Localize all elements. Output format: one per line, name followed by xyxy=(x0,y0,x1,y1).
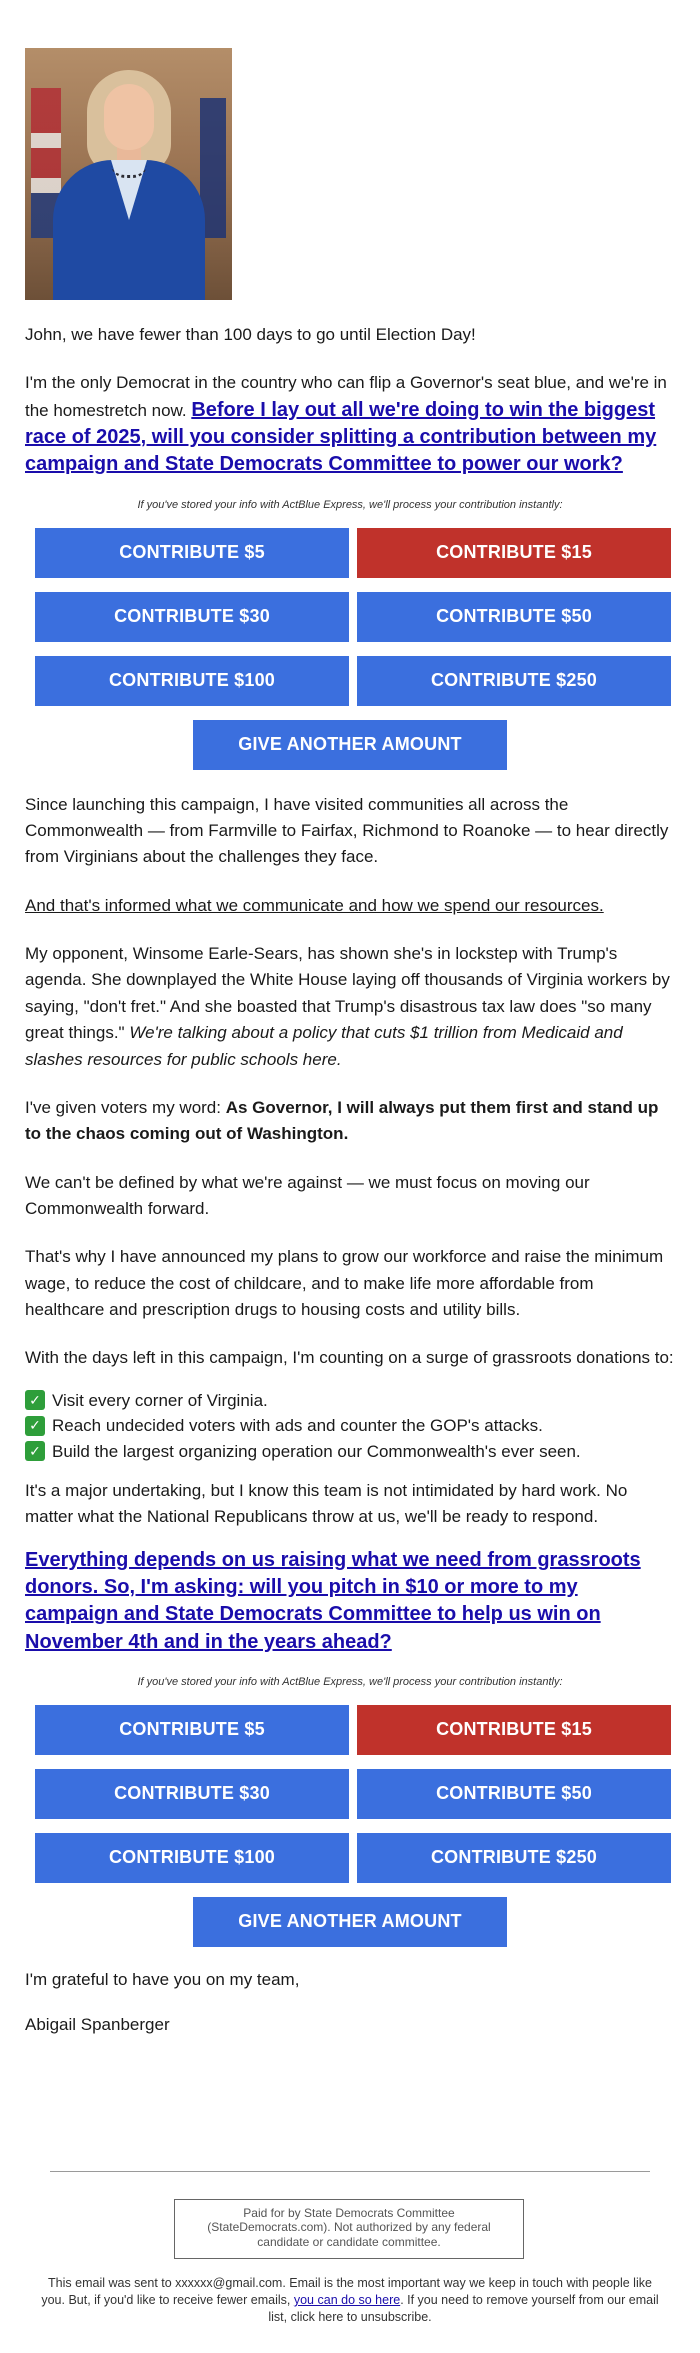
list-item-text: Reach undecided voters with ads and counter the GOP's attacks. xyxy=(52,1416,543,1436)
footer-divider xyxy=(50,2171,650,2172)
body-p1: Since launching this campaign, I have visited communities all across the Commonwealth — from Farmville to Fairfax, Richmond to Roanoke — to hear directly from Virginians about the challenges they face. xyxy=(25,794,669,867)
list-item xyxy=(25,1413,675,1439)
contribute-30-button[interactable]: CONTRIBUTE $30 xyxy=(35,592,349,642)
contribute-50-button[interactable]: CONTRIBUTE $50 xyxy=(357,1769,671,1819)
fewer-emails-link[interactable]: you can do so here xyxy=(293,2292,401,2307)
paid-for-disclaimer: Paid for by State Democrats Committee (StateDemocrats.com). Not authorized by any federal candidate or candidate committee. xyxy=(174,2199,524,2259)
contribute-5-button[interactable]: CONTRIBUTE $5 xyxy=(35,1705,349,1755)
give-another-amount-button[interactable]: GIVE ANOTHER AMOUNT xyxy=(193,1897,507,1947)
body-p6: That's why I have announced my plans to grow our workforce and raise the minimum wage, to reduce the cost of childcare, and to make life more affordable from healthcare and prescription drugs to housing costs and utility bills. xyxy=(25,1247,664,1319)
body-p7: With the days left in this campaign, I'm counting on a surge of grassroots donations to: xyxy=(25,1348,674,1368)
email-footnote xyxy=(40,2275,660,2326)
signature: Abigail Spanberger xyxy=(25,2014,170,2034)
body-p3 xyxy=(25,941,675,1073)
body-p4 xyxy=(25,1095,675,1148)
check-icon: ✓ xyxy=(25,1441,45,1461)
body-p4b: As Governor, I will always put them first and stand up to the chaos coming out of Washington. xyxy=(25,1097,659,1144)
ask-link-2[interactable]: Everything depends on us raising what we need from grassroots donors. So, I'm asking: will you pitch in $10 or more to my campaign and State Democrats Committee to help us win on November 4th and in the years ahead? xyxy=(25,1548,641,1653)
body-p3b: We're talking about a policy that cuts $1 trillion from Medicaid and slashes resources for public schools here. xyxy=(25,1023,623,1069)
ask-link[interactable]: Before I lay out all we're doing to win the biggest race of 2025, will you consider splitting a contribution between my campaign and State Democrats Committee to power our work? xyxy=(25,398,657,476)
intro-lead: I'm the only Democrat in the country who can flip a Governor's seat blue, and we're in the homestretch now. xyxy=(25,373,667,420)
candidate-photo xyxy=(25,48,232,300)
actblue-note-2: If you've stored your info with ActBlue Express, we'll process your contribution instantly: xyxy=(137,1676,563,1689)
contribute-30-button[interactable]: CONTRIBUTE $30 xyxy=(35,1769,349,1819)
body-p8: It's a major undertaking, but I know this team is not intimidated by hard work. No matter what the National Republicans throw at us, we'll be ready to respond. xyxy=(25,1481,628,1527)
list-item-text: Visit every corner of Virginia. xyxy=(52,1390,268,1410)
contribute-100-button[interactable]: CONTRIBUTE $100 xyxy=(35,656,349,706)
donation-button-grid xyxy=(25,528,675,706)
contribute-250-button[interactable]: CONTRIBUTE $250 xyxy=(357,1833,671,1883)
donation-button-grid-2 xyxy=(25,1705,675,1883)
contribute-250-button[interactable]: CONTRIBUTE $250 xyxy=(357,656,671,706)
actblue-note: If you've stored your info with ActBlue Express, we'll process your contribution instantly: xyxy=(137,498,563,511)
intro-paragraph xyxy=(25,370,675,478)
goals-list xyxy=(25,1388,675,1465)
contribute-100-button[interactable]: CONTRIBUTE $100 xyxy=(35,1833,349,1883)
body-p3a: My opponent, Winsome Earle-Sears, has shown she's in lockstep with Trump's agenda. She downplayed the White House laying off thousands of Virginia workers by saying, "don't fret." And she boasted that Trump's disastrous tax law does "so many great things." xyxy=(25,944,670,1043)
contribute-5-button[interactable]: CONTRIBUTE $5 xyxy=(35,528,349,578)
body-p2: And that's informed what we communicate and how we spend our resources. xyxy=(25,895,604,915)
list-item xyxy=(25,1439,675,1465)
greeting: John, we have fewer than 100 days to go until Election Day! xyxy=(25,325,476,344)
list-item xyxy=(25,1388,675,1414)
check-icon: ✓ xyxy=(25,1390,45,1410)
contribute-50-button[interactable]: CONTRIBUTE $50 xyxy=(357,592,671,642)
closing-line: I'm grateful to have you on my team, xyxy=(25,1970,300,1990)
footnote-text-b: . If you need to remove yourself from our email list, click here to unsubscribe. xyxy=(268,2292,659,2324)
footnote-text-a: This email was sent to xxxxxx@gmail.com. Email is the most important way we keep in touch with people like you. But, if you'd like to receive fewer emails, xyxy=(41,2276,652,2307)
body-p5: We can't be defined by what we're against — we must focus on moving our Commonwealth forward. xyxy=(25,1172,590,1218)
contribute-15-button[interactable]: CONTRIBUTE $15 xyxy=(357,528,671,578)
check-icon: ✓ xyxy=(25,1416,45,1436)
give-another-amount-button[interactable]: GIVE ANOTHER AMOUNT xyxy=(193,720,507,770)
list-item-text: Build the largest organizing operation our Commonwealth's ever seen. xyxy=(52,1441,581,1461)
body-p4a: I've given voters my word: xyxy=(25,1097,221,1117)
contribute-15-button[interactable]: CONTRIBUTE $15 xyxy=(357,1705,671,1755)
